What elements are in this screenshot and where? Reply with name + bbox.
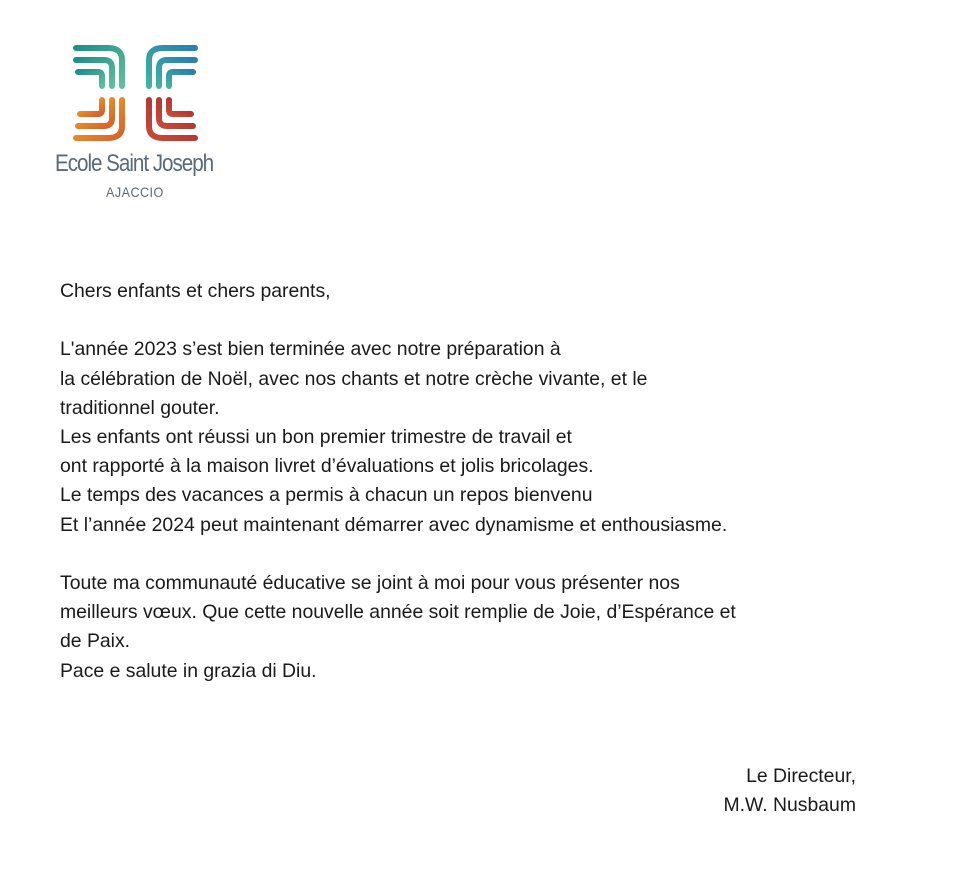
paragraph-line: ont rapporté à la maison livret d’évaluations et jolis bricolages. <box>60 455 594 478</box>
school-name: Ecole Saint Joseph <box>55 150 214 177</box>
signature-name: M.W. Nusbaum <box>723 794 856 817</box>
paragraph-line: Et l’année 2024 peut maintenant démarrer avec dynamisme et enthousiasme. <box>60 513 728 536</box>
school-logo <box>50 38 230 208</box>
paragraph-1 <box>60 335 880 539</box>
paragraph-line: Les enfants ont réussi un bon premier trimestre de travail et <box>60 426 572 448</box>
school-city: AJACCIO <box>106 184 164 200</box>
paragraph-line: L'année 2023 s’est bien terminée avec notre préparation à <box>60 338 561 361</box>
greeting: Chers enfants et chers parents, <box>60 280 331 302</box>
paragraph-line: de Paix. <box>60 630 131 653</box>
paragraph-spacer <box>60 540 880 569</box>
letter-body <box>60 277 880 686</box>
paragraph-2 <box>60 569 880 686</box>
paragraph-line: traditionnel gouter. <box>60 396 220 419</box>
hands-cross-logo-icon <box>68 38 203 148</box>
paragraph-line: Toute ma communauté éducative se joint à moi pour vous présenter nos <box>60 572 680 594</box>
signature-block <box>723 762 856 820</box>
signature-title: Le Directeur, <box>746 765 856 787</box>
paragraph-line: Pace e salute in grazia di Diu. <box>60 659 317 682</box>
paragraph-line: meilleurs vœux. Que cette nouvelle année soit remplie de Joie, d’Espérance et <box>60 601 736 624</box>
paragraph-line: Le temps des vacances a permis à chacun un repos bienvenu <box>60 484 593 507</box>
paragraph-spacer <box>60 306 880 335</box>
paragraph-line: la célébration de Noël, avec nos chants et notre crèche vivante, et le <box>60 367 648 390</box>
